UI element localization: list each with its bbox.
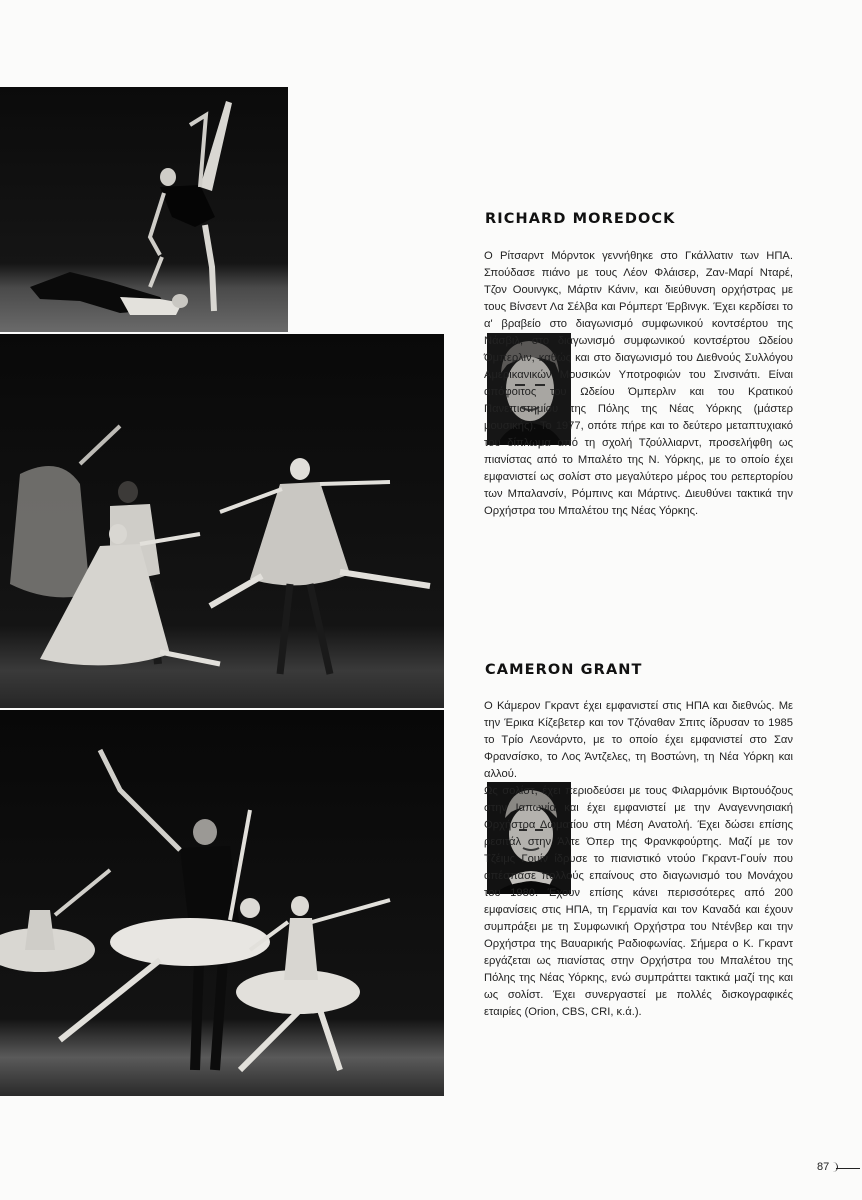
bio-cameron-grant <box>484 698 793 1021</box>
bio-cameron-grant-paragraph-1: Ο Κάμερον Γκραντ έχει εμφανιστεί στις ΗΠΑ και διεθνώς. Με την Έρικα Κίζεβετερ και τον Τζόναθαν Σπιτς ίδρυσαν το 1985 το Τρίο Λεονάρντο, με το οποίο έχει εμφανιστεί στο Σαν Φρανσίσκο, το Λος Άντζελες, τη Βοστώνη, τη Νέα Υόρκη και αλλού. <box>484 700 793 780</box>
folio-rule <box>836 1168 860 1169</box>
page-number: 87 <box>817 1161 830 1173</box>
heading-cameron-grant: CAMERON GRANT <box>485 662 643 678</box>
ballet-photo-tutus <box>0 710 444 1096</box>
ballet-photo-group <box>0 334 444 708</box>
heading-richard-moredock: RICHARD MOREDOCK <box>485 211 676 227</box>
folio-bracket-icon <box>833 1162 838 1172</box>
ballet-photo-duet <box>0 87 288 332</box>
bio-cameron-grant-paragraph-2: Ως σολίστ, έχει περιοδεύσει με τους Φιλαρμόνικ Βιρτουόζους στην Ιαπωνία και έχει εμφανιστεί με την Αναγεννησιακή Ορχήστρα Δωματίου στη Μέση Ανατολή. Έχει δώσει επίσης ρεσιτάλ στην Άλτε Όπερ της Φρανκφούρτης. Μαζί με τον Τζέιμς Γουίν ίδρυσε το πιανιστικό ντούο Γκραντ-Γουίν που απέσπασε πολλούς επαίνους στο διαγωνισμό του Μονάχου του 1980. Έχουν επίσης κάνει περισσότερες από 200 εμφανίσεις στις ΗΠΑ, τη Γερμανία και τον Καναδά και έχουν συμπράξει με τη Συμφωνική Ορχήστρα του Ντένβερ και την Ορχήστρα της Βαυαρικής Ραδιοφωνίας. Σήμερα ο Κ. Γκραντ εργάζεται ως πιανίστας στην Ορχήστρα του Μπαλέτου της Πόλης της Νέας Υόρκης, ενώ συμπράττει τακτικά μαζί της και ως σολίστ. Έχει συνεργαστεί με πολλές δισκογραφικές εταιρίες (Orion, CBS, CRI, κ.ά.). <box>484 785 793 1018</box>
bio-richard-moredock: Ο Ρίτσαρντ Μόρντοκ γεννήθηκε στο Γκάλλατιν των ΗΠΑ. Σπούδασε πιάνο με τους Λέον Φλάισερ, Ζαν-Μαρί Νταρέ, Τζον Οουινγκς, Μάρτιν Κάνιν, και διεύθυνση ορχήστρας με τους Βίνσεντ Λα Σέλβα και Ρόμπερτ Έρβινγκ. Έχει κερδίσει το α' βραβείο στο διαγωνισμό συμφωνικού κοντσέρτου της Νάσβιλ, στο διαγωνισμό συμφωνικού κοντσέρτου Ωδείου Όμπερλιν, καθώς και στο διαγωνισμό του Διεθνούς Συλλόγου Αμερικανικών Μουσικών Υποτροφιών του Σινσινάτι. Είναι απόφοιτος του Ωδείου Όμπερλιν και του Κρατικού Πανεπιστημίου της Πόλης της Νέας Υόρκης (μάστερ μουσικής). Το 1977, οπότε πήρε και το δεύτερο μεταπτυχιακό του δίπλωμα από τη σχολή Τζούλλιαρντ, προσελήφθη ως πιανίστας από το Μπαλέτο της Ν. Υόρκης, με το οποίο έχει εμφανιστεί ως σολίστ στο μεγαλύτερο μέρος του ρεπερτορίου των Μπαλανσίν, Ρόμπινς και Μάρτινς. Διευθύνει τακτικά την Ορχήστρα του Μπαλέτου της Νέας Υόρκης. <box>484 250 793 517</box>
